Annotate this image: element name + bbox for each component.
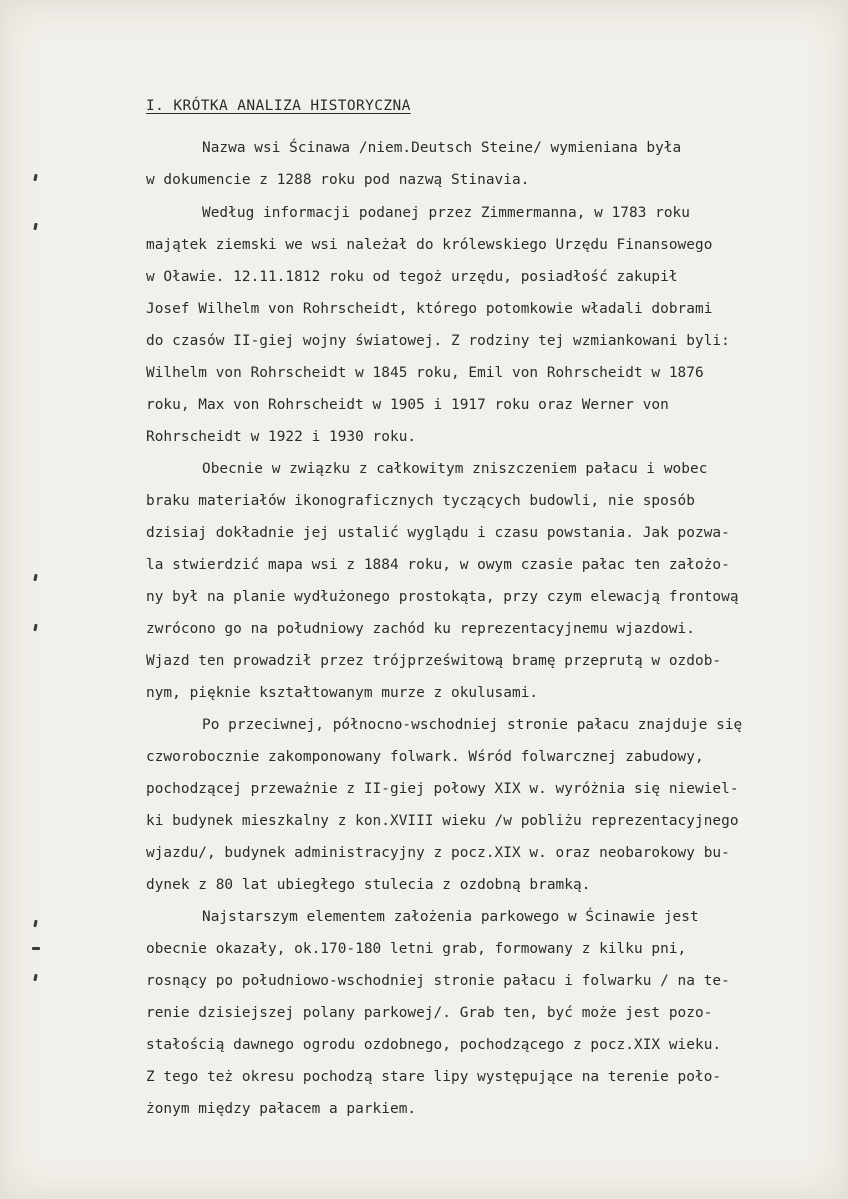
text-line: la stwierdzić mapa wsi z 1884 roku, w owym czasie pałac ten założo- <box>146 557 730 573</box>
text-line: Wjazd ten prowadził przez trójprześwitową bramę przeprutą w ozdob- <box>146 653 722 669</box>
text-line: dynek z 80 lat ubiegłego stulecia z ozdobną bramką. <box>146 877 591 893</box>
margin-mark <box>33 974 37 981</box>
text-line: wjazdu/, budynek administracyjny z pocz.XIX w. oraz neobarokowy bu- <box>146 845 730 861</box>
text-line: stałością dawnego ogrodu ozdobnego, pochodzącego z pocz.XIX wieku. <box>146 1037 722 1053</box>
text-line: żonym między pałacem a parkiem. <box>146 1101 417 1117</box>
text-line: Po przeciwnej, północno-wschodniej stronie pałacu znajduje się <box>202 717 743 733</box>
text-line: renie dzisiejszej polany parkowej/. Grab ten, być może jest pozo- <box>146 1005 713 1021</box>
text-line: Josef Wilhelm von Rohrscheidt, którego potomkowie władali dobrami <box>146 301 713 317</box>
text-line: braku materiałów ikonograficznych tyczących budowli, nie sposób <box>146 493 695 509</box>
text-line: w Oławie. 12.11.1812 roku od tegoż urzędu, posiadłość zakupił <box>146 269 678 285</box>
text-line: ki budynek mieszkalny z kon.XVIII wieku /w pobliżu reprezentacyjnego <box>146 813 739 829</box>
margin-mark <box>32 947 40 950</box>
text-line: Obecnie w związku z całkowitym zniszczeniem pałacu i wobec <box>202 461 708 477</box>
text-line: czworobocznie zakomponowany folwark. Wśród folwarcznej zabudowy, <box>146 749 704 765</box>
text-line: w dokumencie z 1288 roku pod nazwą Stinavia. <box>146 172 530 188</box>
section-heading: I. KRÓTKA ANALIZA HISTORYCZNA <box>146 98 411 114</box>
text-line: zwrócono go na południowy zachód ku reprezentacyjnemu wjazdowi. <box>146 621 695 637</box>
text-line: Rohrscheidt w 1922 i 1930 roku. <box>146 429 417 445</box>
text-line: pochodzącej przeważnie z II-giej połowy XIX w. wyróżnia się niewiel- <box>146 781 739 797</box>
text-line: rosnący po południowo-wschodniej stronie pałacu i folwarku / na te- <box>146 973 730 989</box>
text-line: obecnie okazały, ok.170-180 letni grab, formowany z kilku pni, <box>146 941 687 957</box>
margin-mark <box>33 624 37 631</box>
margin-mark <box>33 174 37 181</box>
text-line: Z tego też okresu pochodzą stare lipy występujące na terenie poło- <box>146 1069 722 1085</box>
margin-mark <box>33 920 37 927</box>
text-line: nym, pięknie kształtowanym murze z okulusami. <box>146 685 539 701</box>
text-line: roku, Max von Rohrscheidt w 1905 i 1917 roku oraz Werner von <box>146 397 669 413</box>
margin-mark <box>33 223 37 230</box>
text-line: Według informacji podanej przez Zimmermanna, w 1783 roku <box>202 205 690 221</box>
text-line: Wilhelm von Rohrscheidt w 1845 roku, Emil von Rohrscheidt w 1876 <box>146 365 704 381</box>
text-line: Najstarszym elementem założenia parkowego w Ścinawie jest <box>202 909 699 925</box>
text-line: Nazwa wsi Ścinawa /niem.Deutsch Steine/ wymieniana była <box>202 140 682 156</box>
text-line: dzisiaj dokładnie jej ustalić wyglądu i czasu powstania. Jak pozwa- <box>146 525 730 541</box>
text-line: majątek ziemski we wsi należał do królewskiego Urzędu Finansowego <box>146 237 713 253</box>
text-line: do czasów II-giej wojny światowej. Z rodziny tej wzmiankowani byli: <box>146 333 730 349</box>
text-line: ny był na planie wydłużonego prostokąta, przy czym elewacją frontową <box>146 589 739 605</box>
margin-mark <box>33 574 37 581</box>
